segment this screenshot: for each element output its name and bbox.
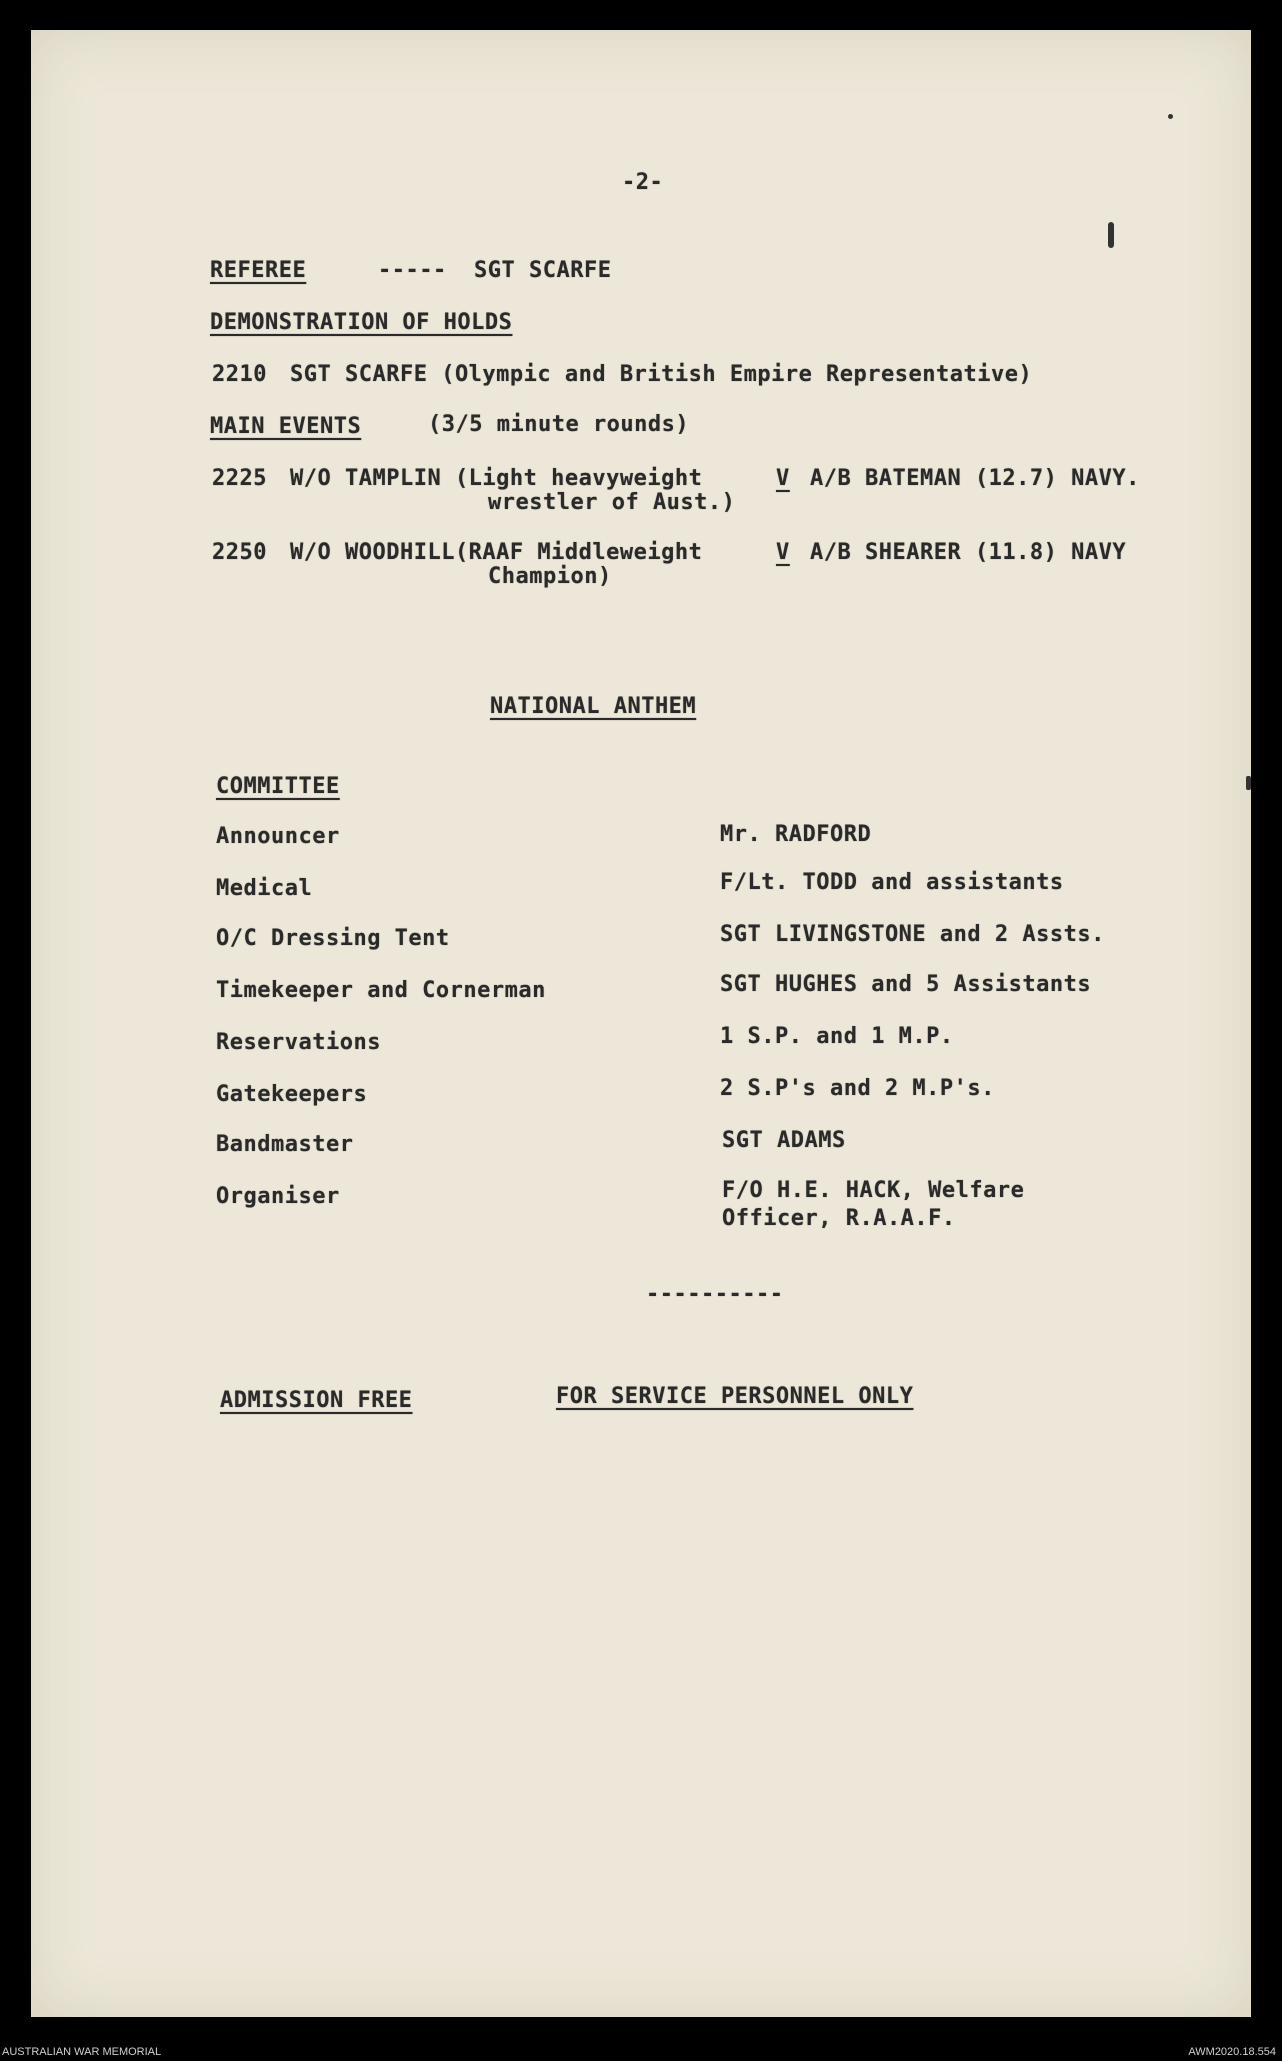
committee-name: 2 S.P's and 2 M.P's.	[720, 1076, 995, 1101]
bout-1-opponent: A/B BATEMAN (12.7) NAVY.	[810, 466, 1140, 491]
bout-1-line1: W/O TAMPLIN (Light heavyweight	[290, 466, 703, 491]
footer-left: AUSTRALIAN WAR MEMORIAL	[2, 2046, 162, 2058]
footer-right: AWM2020.18.554	[1188, 2046, 1276, 2058]
committee-name: SGT HUGHES and 5 Assistants	[720, 972, 1092, 997]
committee-name: F/O H.E. HACK, Welfare	[722, 1178, 1025, 1203]
bout-1-versus: V	[776, 466, 790, 491]
committee-role: Bandmaster	[216, 1132, 354, 1157]
separator-dashes: ----------	[646, 1282, 784, 1307]
national-anthem-heading: NATIONAL ANTHEM	[490, 694, 697, 719]
main-events-note: (3/5 minute rounds)	[428, 412, 690, 437]
committee-role: Gatekeepers	[216, 1082, 368, 1107]
committee-role: Timekeeper and Cornerman	[216, 978, 546, 1003]
ink-mark	[1168, 114, 1173, 119]
bout-2-opponent: A/B SHEARER (11.8) NAVY	[810, 540, 1127, 565]
admission-free: ADMISSION FREE	[220, 1388, 413, 1413]
committee-name-continued: Officer, R.A.A.F.	[722, 1206, 956, 1231]
committee-role: Medical	[216, 876, 313, 901]
demonstration-heading: DEMONSTRATION OF HOLDS	[210, 310, 513, 335]
demonstration-text: SGT SCARFE (Olympic and British Empire Representative)	[290, 362, 1033, 387]
committee-role: Organiser	[216, 1184, 340, 1209]
bout-2-line2: Champion)	[488, 564, 612, 589]
page-number: -2-	[622, 170, 664, 195]
service-personnel-only: FOR SERVICE PERSONNEL ONLY	[556, 1384, 914, 1409]
bout-1-line2: wrestler of Aust.)	[488, 490, 736, 515]
committee-role: O/C Dressing Tent	[216, 926, 450, 951]
committee-heading: COMMITTEE	[216, 774, 340, 799]
bout-2-line1: W/O WOODHILL(RAAF Middleweight	[290, 540, 703, 565]
bout-2-time: 2250	[212, 540, 267, 565]
bout-2-versus: V	[776, 540, 790, 565]
committee-role: Reservations	[216, 1030, 381, 1055]
demonstration-time: 2210	[212, 362, 267, 387]
committee-role: Announcer	[216, 824, 340, 849]
main-events-heading: MAIN EVENTS	[210, 414, 362, 439]
committee-name: F/Lt. TODD and assistants	[720, 870, 1064, 895]
bout-1-time: 2225	[212, 466, 267, 491]
ink-mark	[1246, 776, 1251, 790]
referee-dashes: -----	[378, 258, 447, 283]
committee-name: SGT ADAMS	[722, 1128, 846, 1153]
committee-name: 1 S.P. and 1 M.P.	[720, 1024, 954, 1049]
referee-label: REFEREE	[210, 258, 307, 283]
committee-name: Mr. RADFORD	[720, 822, 872, 847]
referee-name: SGT SCARFE	[474, 258, 612, 283]
ink-mark	[1108, 222, 1114, 248]
committee-name: SGT LIVINGSTONE and 2 Assts.	[720, 922, 1105, 947]
